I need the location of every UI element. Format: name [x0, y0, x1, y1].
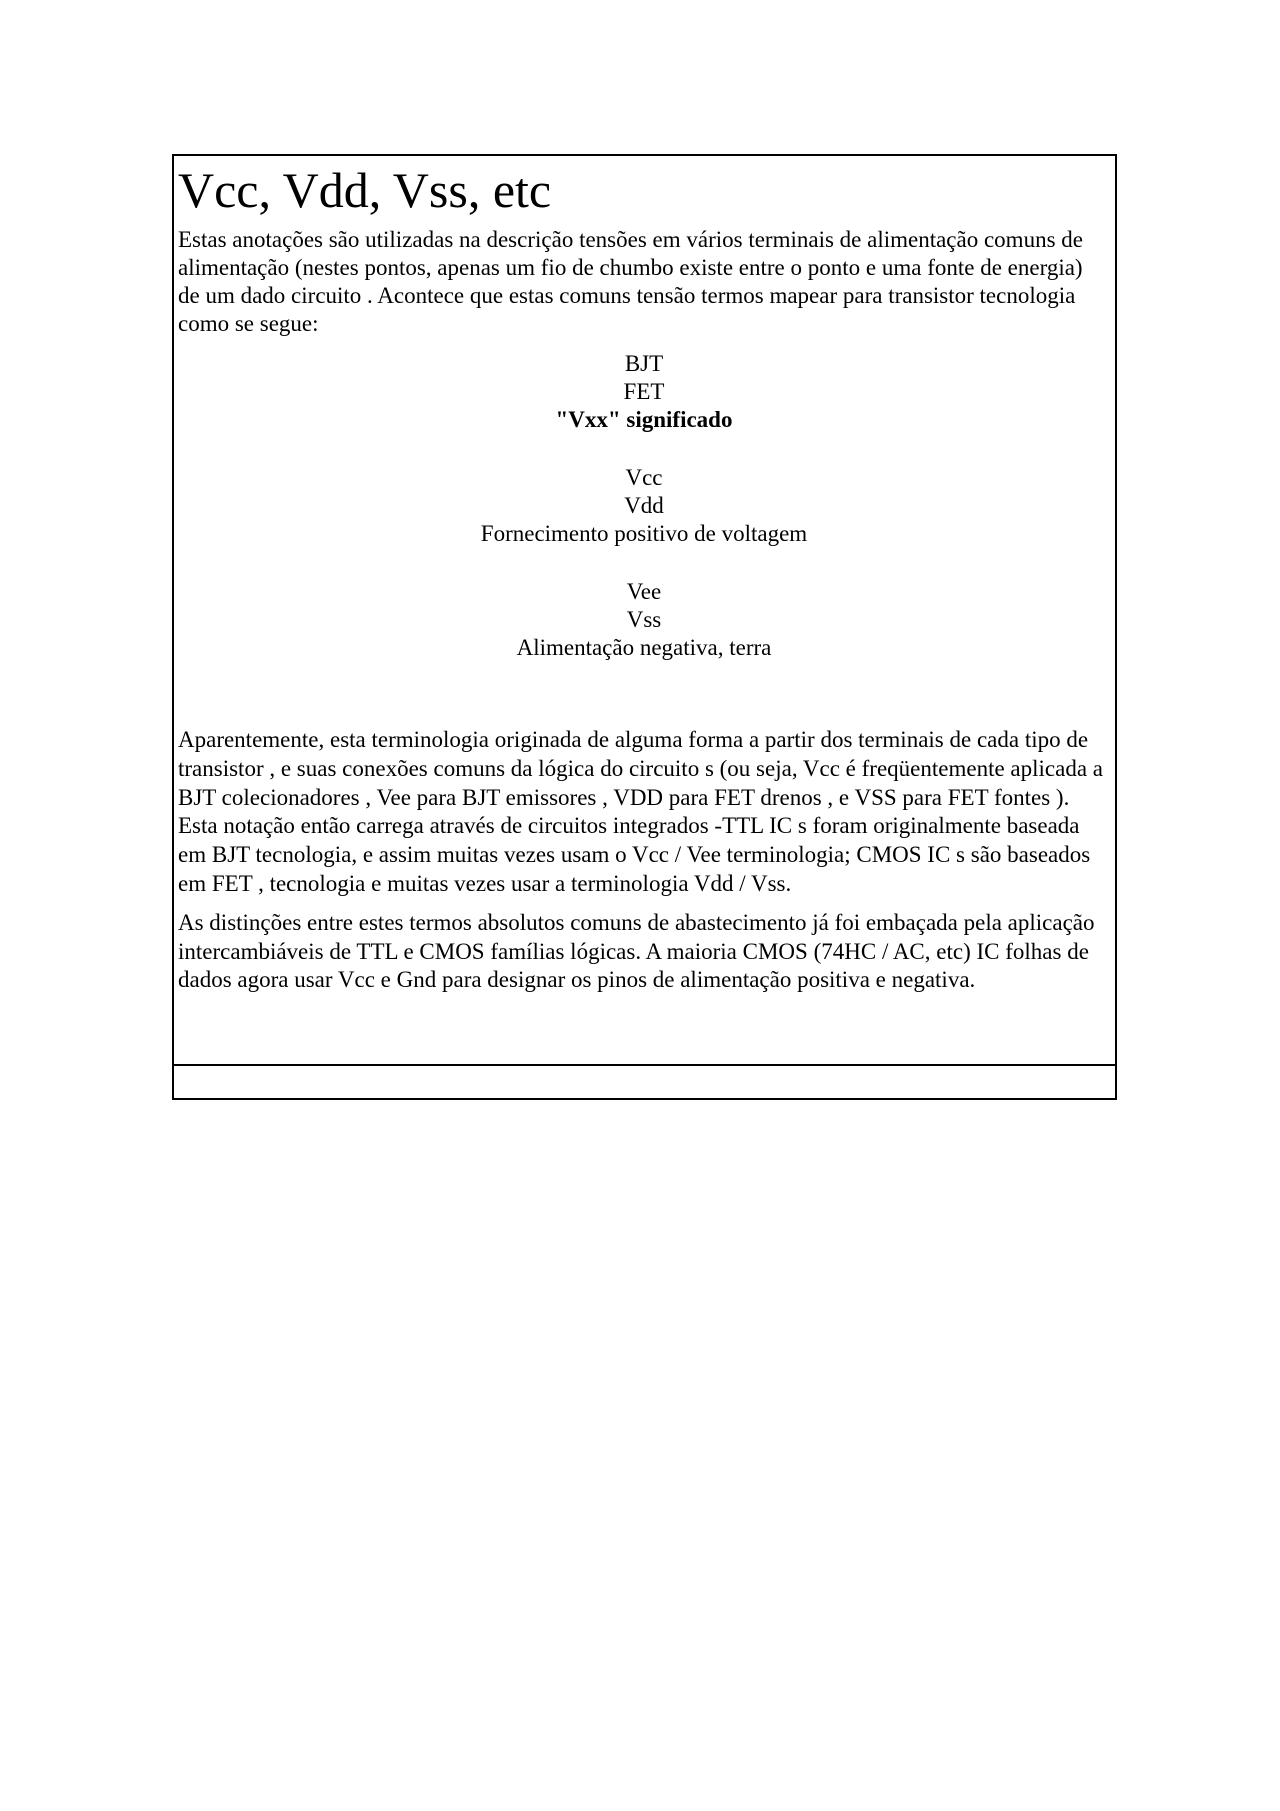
table-row-2-meaning: Alimentação negativa, terra	[516, 635, 772, 660]
table-row-1-fet: Vdd	[624, 493, 664, 518]
table-divider	[174, 1064, 1115, 1066]
spacer	[178, 434, 1110, 464]
table-row-1-meaning: Fornecimento positivo de voltagem	[480, 521, 808, 546]
intro-paragraph: Estas anotações são utilizadas na descrição tensões em vários terminais de alimentação comuns de alimentação (nestes pontos, apenas um fio de chumbo existe entre o ponto e uma fonte de energia) de um dado circuito . Acontece que estas comuns tensão termos mapear para transistor tecnologia como se segue:	[178, 227, 1083, 336]
spacer	[178, 548, 1110, 578]
document-frame	[172, 154, 1117, 1100]
table-row-1-bjt: Vcc	[625, 465, 663, 490]
table-header-fet: FET	[623, 379, 665, 404]
distinctions-paragraph: As distinções entre estes termos absolutos comuns de abastecimento já foi embaçada pela aplicação intercambiáveis de TTL e CMOS famílias lógicas. A maioria CMOS (74HC / AC, etc) IC folhas de dados agora usar Vcc e Gnd para designar os pinos de alimentação positiva e negativa.	[178, 909, 1095, 993]
table-row-2-bjt: Vee	[626, 579, 662, 604]
terminology-origin-paragraph: Aparentemente, esta terminologia originada de alguma forma a partir dos terminais de cada tipo de transistor , e suas conexões comuns da lógica do circuito s (ou seja, Vcc é freqüentemente aplicada a BJT colecionadores , Vee para BJT emissores , VDD para FET drenos , e VSS para FET fontes ). Esta notação então carrega através de circuitos integrados -TTL IC s foram originalmente baseada em BJT tecnologia, e assim muitas vezes usam o Vcc / Vee terminologia; CMOS IC s são baseados em FET , tecnologia e muitas vezes usar a terminologia Vdd / Vss.	[178, 727, 1103, 896]
table-row-2-fet: Vss	[626, 607, 662, 632]
terminology-table	[178, 350, 1110, 662]
table-header-bjt: BJT	[624, 351, 664, 376]
page-title: Vcc, Vdd, Vss, etc	[178, 162, 552, 218]
document-content	[178, 162, 1110, 995]
spacer	[178, 662, 1110, 726]
table-header-meaning: "Vxx" significado	[555, 407, 733, 432]
